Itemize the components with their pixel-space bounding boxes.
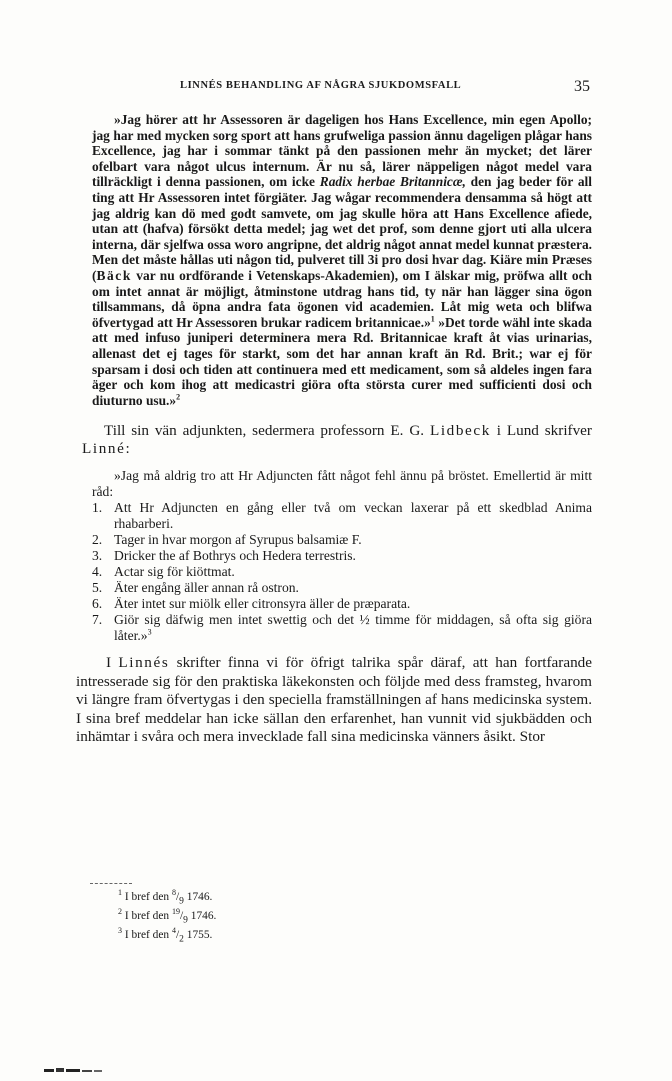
list-number: 7. [92, 612, 103, 628]
footnote-ref: 1 [430, 314, 435, 324]
paragraph-lidbeck [82, 422, 592, 458]
list-text: Tager in hvar morgon af Syrupus balsamiæ F. [114, 532, 362, 548]
list-number: 4. [92, 564, 103, 580]
page-number: 35 [574, 78, 590, 95]
date-day: 19 [171, 906, 180, 916]
list-number: 6. [92, 596, 103, 612]
footnote-mark: 3 [118, 925, 122, 935]
list-text: Giör sig däfwig men intet swettig och det ½ timme för middagen, så ofta sig giöra låter.» [114, 612, 592, 644]
list-number: 2. [92, 532, 103, 548]
date-day: 4 [171, 925, 176, 935]
footnote-1: $^1$ I bref den $^8/_9$ 1746. [118, 888, 213, 907]
list-text: Äter engång äller annan rå ostron. [114, 580, 299, 596]
paragraph-text: Till sin vän adjunkten, sedermera professorn E. G. [104, 422, 430, 440]
list-text: Dricker the af Bothrys och Hedera terrestris. [114, 548, 356, 564]
list-item [92, 564, 592, 580]
person-name-linne: Linné [82, 440, 126, 458]
list-item [92, 500, 592, 532]
list-item [92, 532, 592, 548]
list-number: 5. [92, 580, 103, 596]
footnotes [118, 890, 418, 946]
list-text: Actar sig för kiöttmat. [114, 564, 235, 580]
quote-italic-term: Radix herbae Britannicæ, [319, 174, 466, 190]
footnote-divider [90, 883, 132, 884]
quote-person-name: Bäck [96, 267, 132, 283]
quote-letter-excerpt [92, 112, 592, 408]
quote-text-part: den jag beder för all ting att Hr Assessoren intet förgiäter. Jag wågar recommendera densamma så högt att jag aldrig kan dö med godt samvete, om jag skulle höra att Hans Excellence afiede, utan att (hafva) försökt detta medel; jag wet det prof, som denne gjort uti alla ulcera interna, där sjelfwa ossa woro angripne, det aldrig något annat medel kunnat præstera. Men det måste hållas uti någon tid, pulveret till 3i pro dosi hvar dag. Kiäre min Præses ( [92, 174, 592, 283]
advice-list [92, 500, 592, 644]
paragraph-text: : [125, 440, 130, 458]
footnote-ref: 2 [176, 392, 181, 402]
person-name-linnes: Linnés [118, 654, 170, 672]
list-item [92, 612, 592, 644]
body-text [76, 112, 592, 746]
date-day: 8 [171, 888, 176, 898]
library-stamp-mark [44, 1068, 110, 1073]
date-month: 9 [179, 896, 184, 907]
paragraph-text: i Lund skrifver [490, 422, 592, 440]
footnote-year: 1746. [190, 909, 217, 922]
list-number: 1. [92, 500, 103, 516]
footnote-3: $^3$ I bref den $^4/_2$ 1755. [118, 925, 213, 944]
list-item [92, 548, 592, 564]
running-title: LINNÉS BEHANDLING AF NÅGRA SJUKDOMSFALL [180, 80, 462, 91]
footnote-text: I bref den [124, 928, 172, 941]
date-month: 2 [179, 933, 184, 944]
advice-intro: »Jag må aldrig tro att Hr Adjuncten fått något fehl ännu på bröstet. Emellertid är mitt råd: [92, 468, 592, 500]
footnote-year: 1746. [186, 891, 213, 903]
footnote-mark: 2 [118, 906, 122, 916]
list-number: 3. [92, 548, 103, 564]
footnote-ref: 3 [147, 627, 152, 637]
quote-text-part: »Det torde wähl inte skada att med infuso juniperi determinera mera Rd. Britannicae kraft åt vias urinarias, allenast det ej tages för starkt, som det har annan kraft än Rd. Brit.; war ej för sparsam i dosi och tiden att continuera med ett medicament, som så aldeles ingen fara äger och kom ihog att medicastri giöra ofta största curer med sufficienti dosi och diuturno usu.» [92, 314, 592, 408]
list-text: Äter intet sur miölk eller citronsyra äller de præparata. [114, 596, 411, 612]
list-item [92, 596, 592, 612]
paragraph-text: skrifter finna vi för öfrigt talrika spår däraf, att han fortfarande intresserade sig för den praktiska läkekonsten och följde med dess framsteg, hvarom vi längre fram öfvertygas i den speciella framställningen af hans medicinska system. I sina bref meddelar han icke sällan den erfarenhet, han vunnit vid sjukbädden och inhämtar i svåra och mera invecklade fall sina medicinska vänners åsikt. Stor [76, 654, 592, 745]
paragraph-linne-writings [76, 654, 592, 746]
person-name-lidbeck: Lidbeck [429, 422, 491, 440]
list-item [92, 580, 592, 596]
quote-text-part: »Jag hörer att hr Assessoren är dageligen hos Hans Excellence, min egen Apollo; jag har med mycken sorg sport att hans grufweliga passion ännu dageligen plågar hans Excellence, jag har i sommar tänkt på den passionen mehr än mycket; det lärer ofelbart vara något ulcus internum. Är nu så, lärer näppeligen något medel vara tillräckligt i denna passionen, om icke [92, 112, 592, 190]
footnote-2: $^2$ I bref den $^{19}/_9$ 1746. [118, 906, 217, 926]
running-head [120, 78, 590, 98]
footnote-mark: 1 [118, 888, 122, 898]
footnote-text: I bref den [124, 891, 172, 903]
footnote-text: I bref den [124, 909, 172, 922]
paragraph-text: I [106, 654, 119, 672]
list-text: Att Hr Adjuncten en gång eller två om veckan laxerar på ett skedblad Anima rhabarberi. [114, 500, 592, 532]
quote-text-part: var nu ordförande i Vetenskaps-Akademien), om I älskar mig, pröfwa allt och om intet annat är möjligt, åtminstone utdrag hans tid, ty när han lägger sina ögon tillsammans, då öpna andra fata ögonen vid academien. Låt mig weta och blifwa öfvertygad att Hr Assessoren brukar radicem britannicae.» [92, 267, 592, 330]
footnote-year: 1755. [186, 928, 213, 941]
date-month: 9 [183, 915, 188, 926]
